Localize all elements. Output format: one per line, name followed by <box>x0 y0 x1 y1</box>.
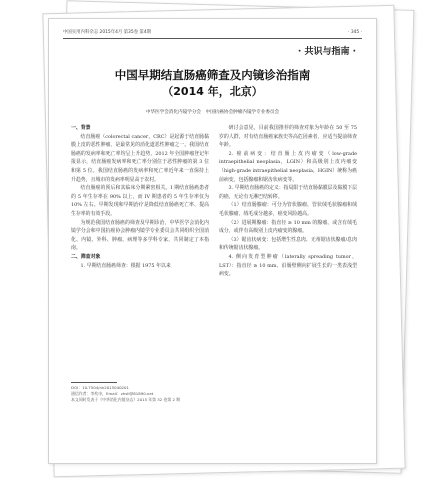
paragraph: 3. 早期结直肠癌的定义：指局限于结直肠黏膜层及黏膜下层的癌，无论有无淋巴结转移。 <box>219 185 357 200</box>
author-line: 中华医学会消化内镜学分会 中国抗癌协会肿瘤内镜学专业委员会 <box>145 110 280 115</box>
footnotes <box>71 385 209 402</box>
footnote-line: 本文同时发表于《中华消化内镜杂志》2015 年第 32 卷第 2 期 <box>71 396 181 402</box>
paragraph: 研讨会意见，目前我国推荐的筛查对象为年龄在 50 至 75 岁的人群，对有结直肠癌家族史等高危因素者，应适当提前筛查年龄。 <box>219 125 357 149</box>
document-page <box>48 18 377 464</box>
page-number: · 345 · <box>348 30 362 35</box>
paragraph: 4. 侧向发育型肿瘤（laterally spreading tumor，LST）：指直径 ≥ 10 mm、沿肠壁侧向扩展生长的一类表浅型病变。 <box>219 253 357 278</box>
journal-info: 中国实用内科杂志 2015年4月 第35卷 第4期 <box>63 30 152 35</box>
paragraph: （3）锯齿状病变：包括增生性息肉、无蒂锯齿状腺瘤/息肉和传统锯齿状腺瘤。 <box>219 236 357 252</box>
running-header <box>63 28 362 39</box>
paragraph: 结直肠癌的预后和其临床分期紧密相关。I 期结直肠癌患者的 5 年生存率在 90% 以上，而 IV 期患者的 5 年生存率仅为 10% 左右。早期发现和早期治疗是降低结直肠癌死亡率、提高生存率的有效手段。 <box>71 185 209 217</box>
paragraph: （1）结直肠腺瘤：可分为管状腺瘤、管状绒毛状腺瘤和绒毛状腺瘤，绒毛成分越多，癌变风险越高。 <box>219 202 357 217</box>
paragraph: 结直肠癌（colorectal cancer，CRC）是起源于结直肠黏膜上皮的恶性肿瘤，是最常见的消化道恶性肿瘤之一。我国结直肠癌的发病率和死亡率均呈上升趋势，2012 年全国肿瘤登记年报显示，结直肠癌发病率和死亡率分别位于恶性肿瘤的第 3 位和第 5 位。我国结直肠癌的发病率和死亡率近年来一直保持上升趋势，且城市的发病率明显高于农村。 <box>71 133 209 183</box>
paragraph: 为规范我国结直肠癌的筛查及早期诊治，中华医学会消化内镜学分会和中国抗癌协会肿瘤内镜学专业委员会共同组织全国消化、内镜、外科、肿瘤、病理等多学科专家，共同制定了本指南。 <box>71 219 209 252</box>
footnote-divider <box>71 382 117 383</box>
right-column <box>219 124 357 279</box>
article-subtitle: （2014 年，北京） <box>162 85 263 98</box>
paragraph: 1. 早期结直肠癌筛查：根据 1975 年以来 <box>80 262 171 269</box>
article-title: 中国早期结直肠癌筛查及内镜诊治指南 <box>114 68 311 82</box>
paragraph: 2. 癌前病变：结直肠上皮内瘤变（low-grade intraepithelial neoplasia，LGIN）和高级别上皮内瘤变（high-grade intraepithelial neoplasia，HGIN）统称为癌前病变，包括腺瘤和锯齿状病变等。 <box>219 150 357 183</box>
footnote-line: DOI：10.7504/nk2015040201 <box>71 385 129 390</box>
section-heading: 二、筛查对象 <box>71 253 101 260</box>
left-column <box>71 124 209 270</box>
column-tag: · 共识与指南 · <box>297 47 356 57</box>
section-heading: 一、背景 <box>71 125 91 131</box>
paragraph: （2）进展期腺瘤：指直径 ≥ 10 mm 的腺瘤，或含有绒毛成分，或伴有高级别上皮内瘤变的腺瘤。 <box>219 219 357 235</box>
footnote-line: 通信作者：李兆申，Email：zhsli@81890.net <box>71 390 154 396</box>
